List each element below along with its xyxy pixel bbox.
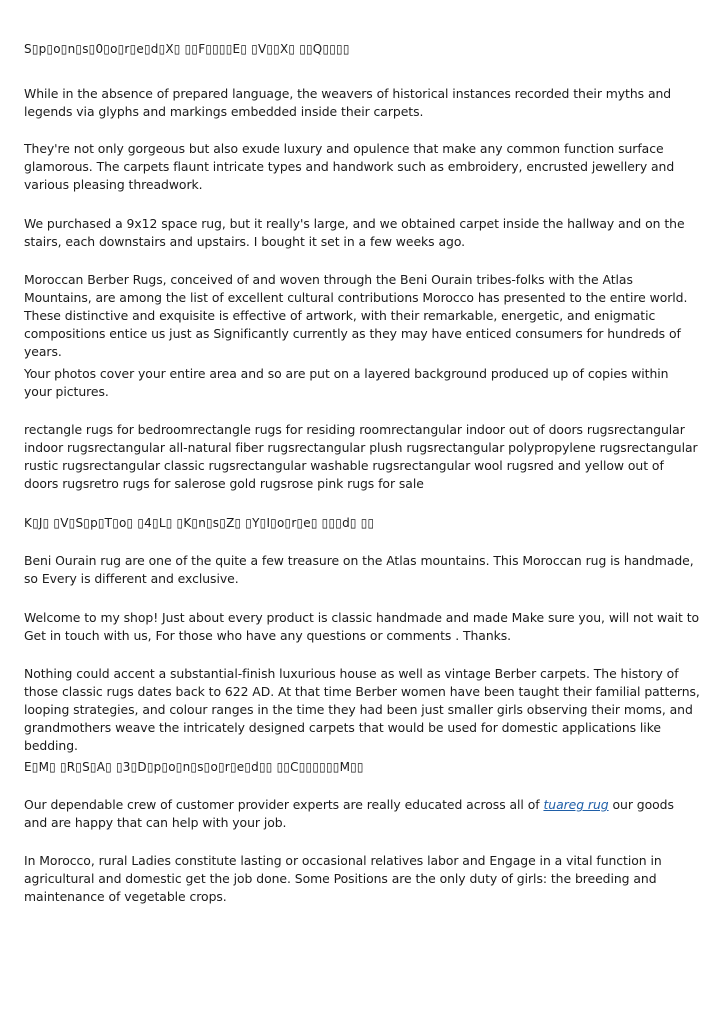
paragraph-photos-cover: Your photos cover your entire area and so are put on a layered background produced up of copies within your pictures. (24, 366, 669, 399)
paragraph-weavers-myths: While in the absence of prepared language, the weavers of historical instances recorded their myths and legends via glyphs and markings embedded inside their carpets. (24, 86, 672, 119)
paragraph-space-rug-purchase: We purchased a 9x12 space rug, but it really's large, and we obtained carpet inside the hallway and on the stairs, each downstairs and upstairs. I bought it set in a few weeks ago. (24, 216, 685, 249)
paragraph-text-before-link: Our dependable crew of customer provider experts are really educated across all of (24, 797, 544, 812)
garbled-heading-2: K▯J▯ ▯V▯S▯p▯T▯o▯ ▯4▯L▯ ▯K▯n▯s▯Z▯ ▯Y▯I▯o▯r▯e▯ ▯▯▯d▯ ▯▯ (24, 516, 375, 530)
paragraph-rural-ladies: In Morocco, rural Ladies constitute lasting or occasional relatives labor and Engage in a vital function in agricultural and domestic get the job done. Some Positions are the only duty of girls: the breeding and maintenance of vegetable crops. (24, 853, 662, 904)
paragraph-welcome-shop: Welcome to my shop! Just about every product is classic handmade and made Make sure you, will not wait to Get in touch with us, For those who have any questions or comments . Thanks. (24, 610, 700, 643)
garbled-heading-1: S▯p▯o▯n▯s▯0▯o▯r▯e▯d▯X▯ ▯▯F▯▯▯▯E▯ ▯V▯▯X▯ ▯▯Q▯▯▯▯ (24, 42, 350, 56)
paragraph-text-after-link: our goods and are happy that can help with your job. (24, 797, 674, 830)
paragraph-beni-ourain-treasure: Beni Ourain rug are one of the quite a few treasure on the Atlas mountains. This Moroccan rug is handmade, so Every is different and exclusive. (24, 553, 694, 586)
paragraph-luxury-opulence: They're not only gorgeous but also exude luxury and opulence that make any common function surface glamorous. The carpets flaunt intricate types and handwork such as embroidery, encrusted jewellery and various pleasing threadwork. (24, 141, 675, 192)
paragraph-moroccan-berber-rugs: Moroccan Berber Rugs, conceived of and woven through the Beni Ourain tribes-folks with the Atlas Mountains, are among the list of excellent cultural contributions Morocco has presented to the entire world. These distinctive and exquisite is effective of artwork, with their remarkable, energetic, and enigmatic compositions entice us just as Significantly currently as they may have enticed consumers for hundreds of years. (24, 272, 688, 359)
paragraph-customer-service (24, 796, 700, 832)
garbled-heading-3: E▯M▯ ▯R▯S▯A▯ ▯3▯D▯p▯o▯n▯s▯o▯r▯e▯d▯▯ ▯▯C▯▯▯▯▯▯M▯▯ (24, 760, 364, 774)
paragraph-rectangle-rug-keywords: rectangle rugs for bedroomrectangle rugs for residing roomrectangular indoor out of doors rugsrectangular indoor rugsrectangular all-natural fiber rugsrectangular plush rugsrectangular polypropylene rugsrectangular rustic rugsrectangular classic rugsrectangular washable rugsrectangular wool rugsred and yellow out of doors rugsretro rugs for salerose gold rugsrose pink rugs for sale (24, 422, 698, 491)
tuareg-rug-link[interactable]: tuareg rug (543, 797, 609, 812)
paragraph-vintage-berber-history: Nothing could accent a substantial-finish luxurious house as well as vintage Berber carpets. The history of those classic rugs dates back to 622 AD. At that time Berber women have been taught their familial patterns, looping strategies, and colour ranges in the time they had been just smaller girls observing their moms, and grandmothers weave the intricately designed carpets that would be used for domestic applications like bedding. (24, 666, 700, 753)
